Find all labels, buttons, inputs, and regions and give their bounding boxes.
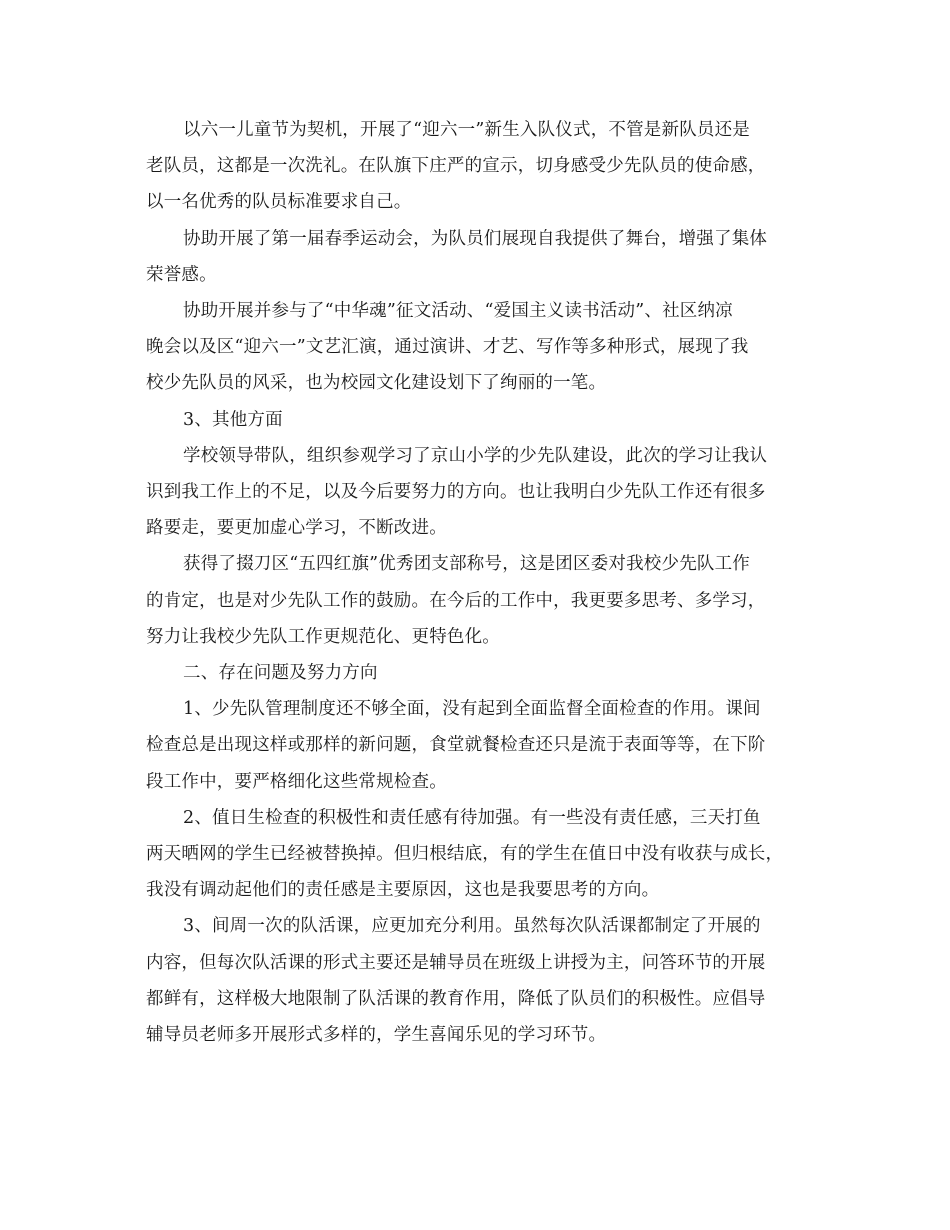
text-line: 两天晒网的学生已经被替换掉。但归根结底，有的学生在值日中没有收获与成长， [146, 844, 784, 865]
paragraph [146, 800, 810, 909]
text-line: 路要走，要更加虚心学习，不断改进。 [146, 518, 447, 539]
text-line: 荣誉感。 [146, 264, 217, 285]
text-line: 校少先队员的风采，也为校园文化建设划下了绚丽的一笔。 [146, 373, 607, 394]
text-line: 3、间周一次的队活课，应更加充分利用。虽然每次队活课都制定了开展的 [183, 916, 761, 937]
text-line: 以一名优秀的队员标准要求自己。 [146, 192, 412, 213]
text-line: 协助开展了第一届春季运动会，为队员们展现自我提供了舞台，增强了集体 [183, 228, 768, 249]
paragraph [146, 908, 810, 1053]
text-line: 以六一儿童节为契机，开展了“迎六一”新生入队仪式，不管是新队员还是 [183, 120, 750, 140]
text-line: 努力让我校少先队工作更规范化、更特色化。 [146, 626, 500, 647]
text-line: 晚会以及区“迎六一”文艺汇演，通过演讲、才艺、写作等多种形式，展现了我 [146, 337, 749, 358]
paragraph [146, 112, 810, 221]
text-line: 学校领导带队，组织参观学习了京山小学的少先队建设，此次的学习让我认 [183, 445, 768, 466]
text-line: 内容，但每次队活课的形式主要还是辅导员在班级上讲授为主，问答环节的开展 [146, 952, 766, 973]
text-line: 辅导员老师多开展形式多样的，学生喜闻乐见的学习环节。 [146, 1025, 607, 1046]
paragraph [146, 438, 810, 547]
paragraph [146, 546, 810, 655]
text-line: 的肯定，也是对少先队工作的鼓励。在今后的工作中，我更要多思考、多学习， [146, 590, 766, 611]
text-line: 1、少先队管理制度还不够全面，没有起到全面监督全面检查的作用。课间 [183, 699, 761, 720]
text-line: 二、存在问题及努力方向 [183, 663, 378, 684]
section-heading [146, 402, 810, 438]
text-line: 3、其他方面 [183, 409, 283, 430]
paragraph [146, 691, 810, 800]
section-heading [146, 655, 810, 691]
paragraph [146, 221, 810, 293]
text-line: 识到我工作上的不足，以及今后要努力的方向。也让我明白少先队工作还有很多 [146, 482, 766, 503]
text-line: 2、值日生检查的积极性和责任感有待加强。有一些没有责任感，三天打鱼 [183, 807, 761, 828]
text-line: 协助开展并参与了“中华魂”征文活动、“爱国主义读书活动”、社区纳凉 [183, 301, 733, 322]
text-line: 获得了掇刀区“五四红旗”优秀团支部称号，这是团区委对我校少先队工作 [183, 554, 750, 575]
text-line: 都鲜有，这样极大地限制了队活课的教育作用，降低了队员们的积极性。应倡导 [146, 988, 766, 1009]
text-line: 老队员，这都是一次洗礼。在队旗下庄严的宣示，切身感受少先队员的使命感， [146, 156, 766, 177]
paragraph [146, 293, 810, 402]
document-page [146, 112, 810, 1053]
text-line: 段工作中，要严格细化这些常规检查。 [146, 771, 447, 792]
text-line: 我没有调动起他们的责任感是主要原因，这也是我要思考的方向。 [146, 880, 660, 901]
text-line: 检查总是出现这样或那样的新问题，食堂就餐检查还只是流于表面等等，在下阶 [146, 735, 766, 756]
